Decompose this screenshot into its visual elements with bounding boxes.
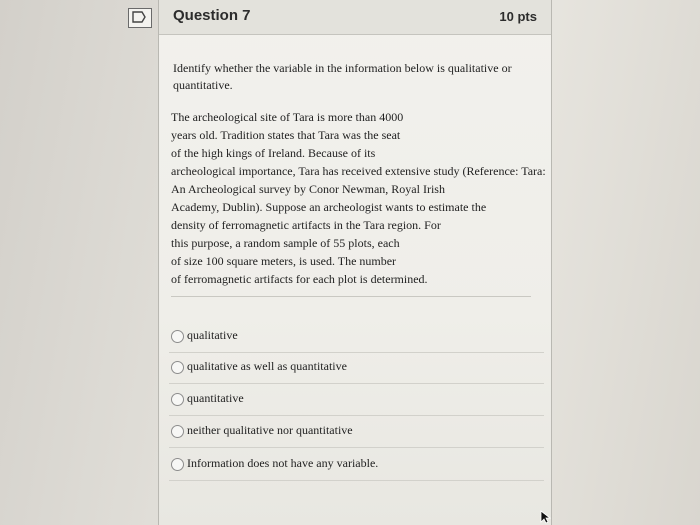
passage-line: archeological importance, Tara has received extensive study (Reference: Tara: (171, 164, 546, 178)
divider (171, 296, 531, 297)
answer-label: neither qualitative nor quantitative (187, 423, 353, 437)
answer-option-no-variable[interactable] (169, 450, 544, 481)
answer-label: qualitative as well as quantitative (187, 359, 347, 373)
question-header (159, 0, 551, 35)
flag-outline-icon (132, 11, 146, 23)
passage-line: The archeological site of Tara is more than 4000 (171, 110, 404, 124)
radio-button[interactable] (171, 330, 184, 343)
question-card (158, 0, 552, 525)
answer-option-both[interactable] (169, 353, 544, 384)
radio-button[interactable] (171, 393, 184, 406)
mouse-pointer-icon (540, 510, 552, 524)
question-points: 10 pts (499, 9, 537, 24)
radio-button[interactable] (171, 458, 184, 471)
radio-button[interactable] (171, 361, 184, 374)
question-title: Question 7 (173, 7, 251, 24)
radio-button[interactable] (171, 425, 184, 438)
answer-label: Information does not have any variable. (187, 456, 379, 470)
passage-line: density of ferromagnetic artifacts in the Tara region. For (171, 218, 441, 232)
answer-option-quantitative[interactable] (169, 385, 544, 416)
question-passage (171, 108, 581, 288)
passage-line: of ferromagnetic artifacts for each plot is determined. (171, 272, 428, 286)
passage-line: of size 100 square meters, is used. The number (171, 254, 397, 268)
answer-label: quantitative (187, 391, 244, 405)
passage-line: this purpose, a random sample of 55 plots, each (171, 236, 400, 250)
answer-label: qualitative (187, 328, 238, 342)
passage-line: of the high kings of Ireland. Because of its (171, 146, 376, 160)
answer-option-qualitative[interactable] (169, 322, 544, 353)
flag-question-button[interactable] (128, 8, 152, 28)
question-prompt: Identify whether the variable in the information below is qualitative or quantitative. (173, 61, 512, 92)
answer-option-neither[interactable] (169, 417, 544, 448)
passage-line: years old. Tradition states that Tara was the seat (171, 128, 401, 142)
passage-line: Academy, Dublin). Suppose an archeologist wants to estimate the (171, 200, 487, 214)
passage-line: An Archeological survey by Conor Newman, Royal Irish (171, 182, 445, 196)
